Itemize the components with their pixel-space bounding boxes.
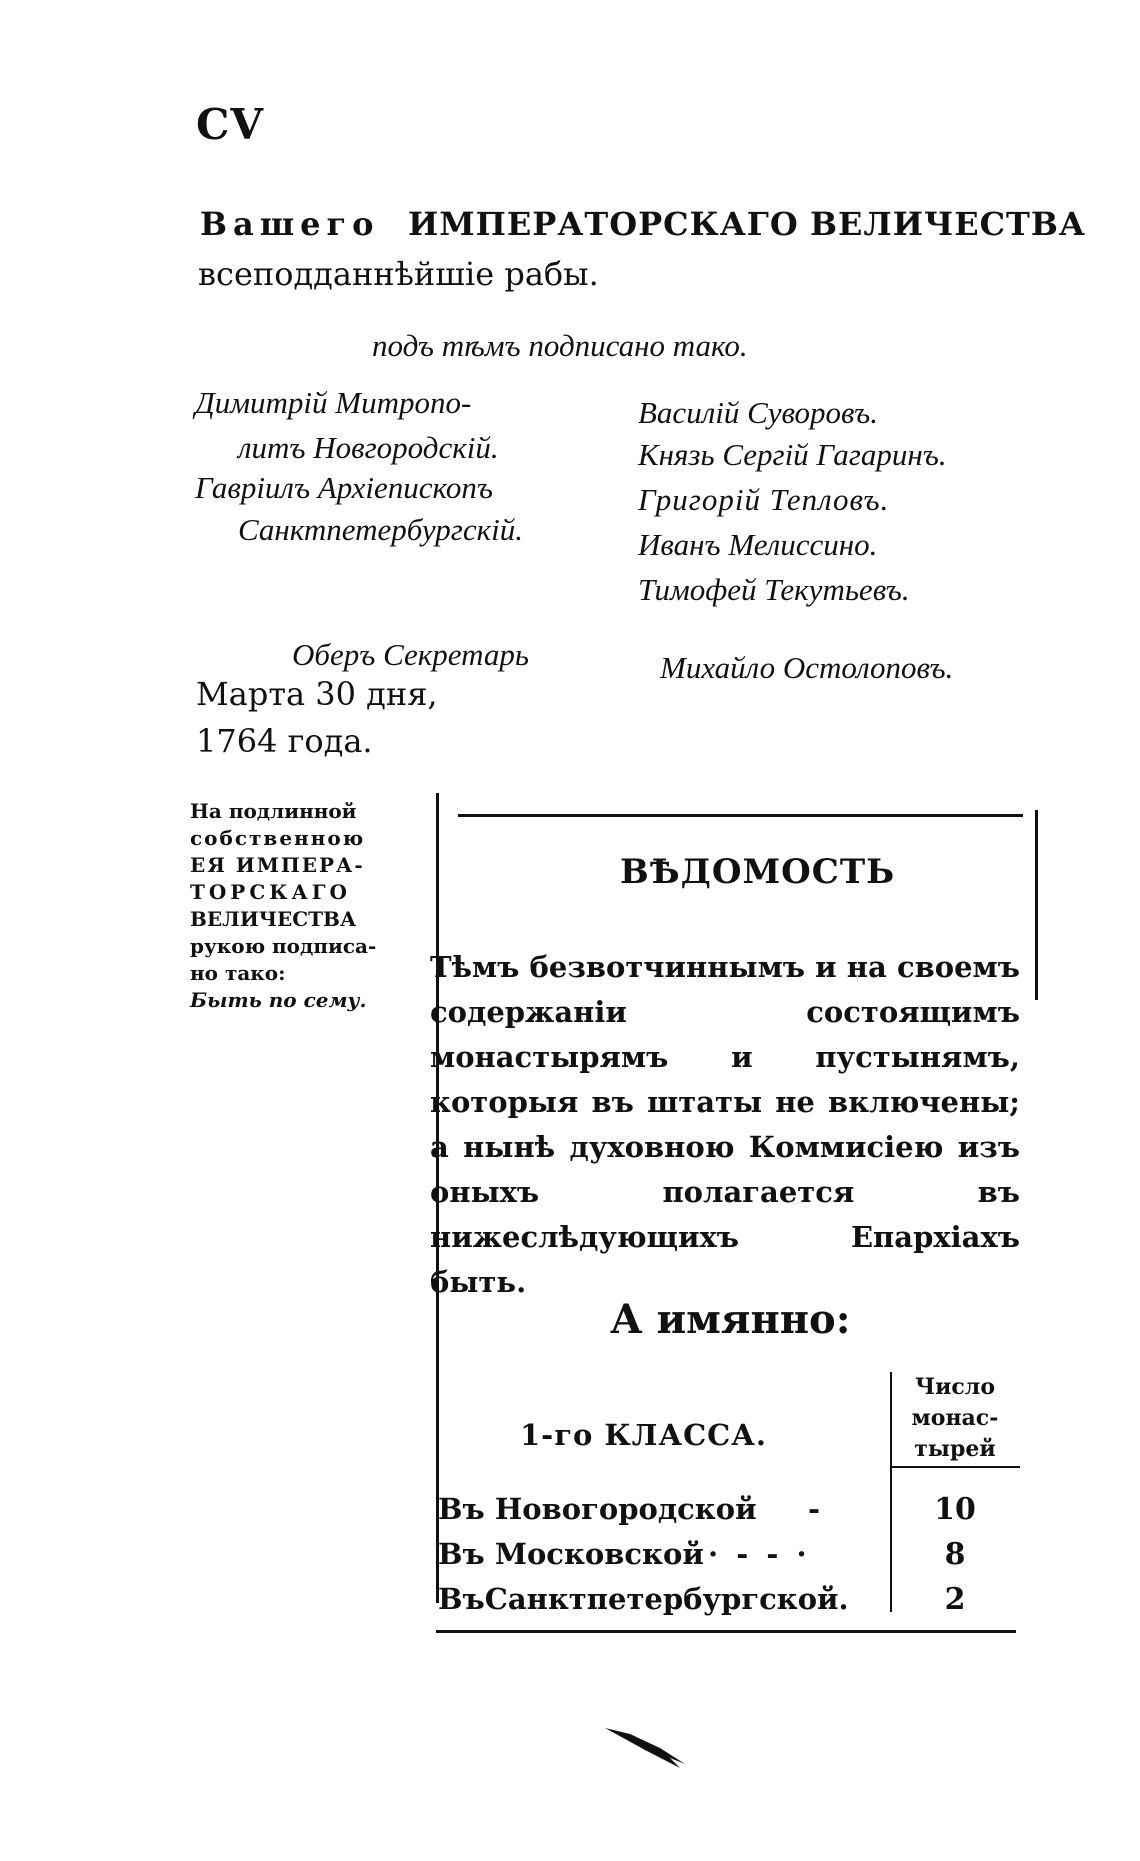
side-note-line-8: Быть по сему.	[190, 988, 367, 1012]
signature-right-3: Григорій Тепловъ.	[638, 482, 890, 517]
signature-left-4: Санктпетербургскій.	[238, 512, 523, 547]
ober-secretary-title: Оберъ Секретарь	[292, 637, 529, 672]
side-note-line-1: На подлинной	[190, 799, 357, 823]
column-header	[890, 1372, 1020, 1465]
side-note-line-4: ТОРСКАГО	[190, 880, 351, 904]
column-header-rule	[890, 1466, 1020, 1468]
ober-secretary-name: Михайло Остолоповъ.	[660, 650, 954, 685]
signature-left-2: литъ Новгородскій.	[238, 430, 499, 465]
class-label: 1-го КЛАССА.	[520, 1418, 767, 1452]
table-row-2-label: Въ Московской	[438, 1537, 704, 1571]
ornament-mark	[600, 1720, 690, 1780]
table-row-2-dots: · - - ·	[708, 1537, 811, 1571]
box-bottom-rule	[436, 1630, 1016, 1633]
side-note-line-5: ВЕЛИЧЕСТВА	[190, 907, 357, 931]
page-number: CV	[196, 100, 265, 149]
imenno-heading: А имянно:	[610, 1296, 851, 1343]
signature-right-1: Василій Суворовъ.	[638, 395, 878, 430]
signature-left-3: Гавріилъ Архіепископъ	[195, 470, 493, 505]
signature-right-5: Тимофей Текутьевъ.	[638, 572, 910, 607]
vedomost-body: Тѣмъ безвотчиннымъ и на своемъ содержаніи состоящимъ монастырямъ и пустынямъ, которыя въ штаты не включены; а нынѣ духовною Коммисіею изъ оныхъ полагается въ нижеслѣдующихъ Епархіахъ быть.	[430, 950, 1020, 1299]
table-row-1-label: Въ Новогородской	[438, 1492, 757, 1526]
heading-word-2: ИМПЕРАТОРСКАГО	[408, 205, 799, 243]
side-note	[190, 798, 428, 1014]
side-note-line-3: ЕЯ ИМПЕРА-	[190, 853, 365, 877]
table-row-3-value: 2	[944, 1582, 966, 1617]
table-row-1-value: 10	[934, 1492, 976, 1527]
signature-right-4: Иванъ Мелиссино.	[638, 527, 878, 562]
column-header-line-2: монас-	[911, 1405, 999, 1431]
date-line-2: 1764 года.	[196, 722, 373, 760]
box-top-rule	[458, 814, 1023, 817]
table-row-1-dots: -	[808, 1492, 821, 1526]
vedomost-title: ВѢДОМОСТЬ	[620, 852, 896, 892]
table-row-2-value: 8	[944, 1537, 966, 1572]
side-note-line-7: но тако:	[190, 961, 286, 985]
signature-right-2: Князь Сергій Гагаринъ.	[638, 437, 947, 472]
column-header-line-1: Число	[915, 1374, 995, 1400]
signature-left-1: Димитрій Митропо-	[195, 385, 472, 420]
side-note-line-2: собственною	[190, 826, 366, 850]
column-header-line-3: тырей	[914, 1436, 996, 1462]
heading-word-1: Вашего	[200, 205, 380, 243]
side-note-line-6: рукою подписа-	[190, 934, 377, 958]
heading-line-2: всеподданнѣйшіе рабы.	[198, 255, 599, 293]
box-right-rule	[1035, 810, 1038, 1000]
heading-word-3: ВЕЛИЧЕСТВА	[810, 205, 1086, 243]
table-row-3-label: ВъСанктпетербургской.	[438, 1582, 849, 1616]
subscribed-note: подъ тѣмъ подписано тако.	[372, 328, 748, 363]
date-line-1: Марта 30 дня,	[196, 675, 438, 713]
